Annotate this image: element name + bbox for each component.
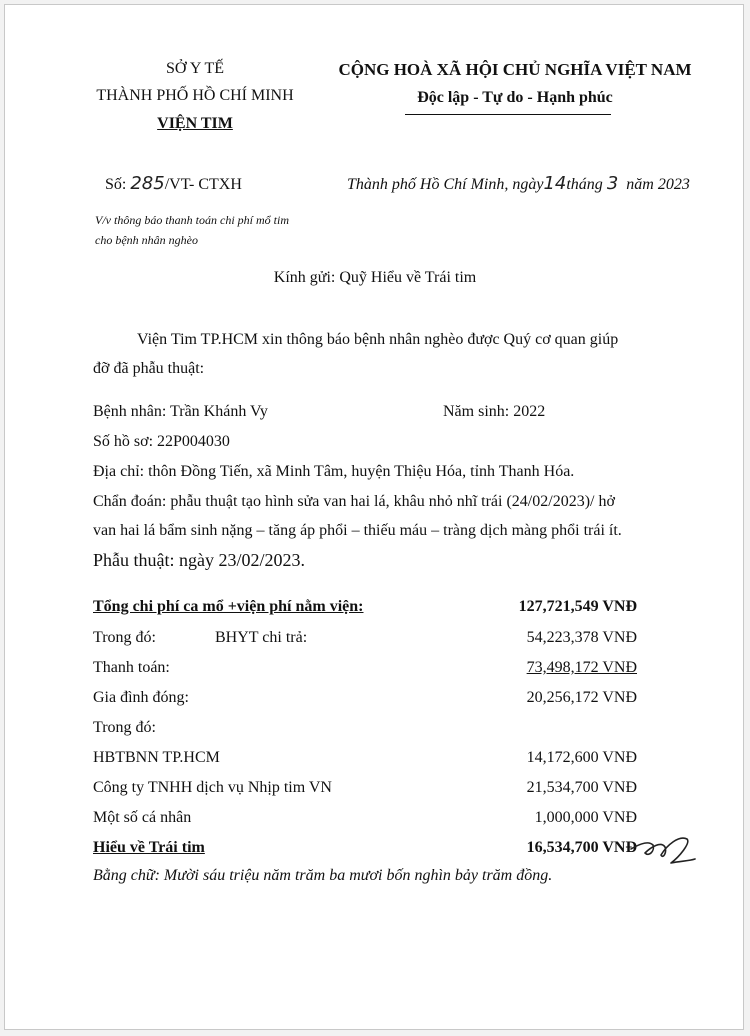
patient-record: Số hồ sơ: 22P004030: [93, 433, 230, 450]
bhyt-label: BHYT chi trả:: [215, 629, 308, 646]
header-right-motto: Độc lập - Tự do - Hạnh phúc: [417, 89, 613, 106]
individuals-value: 1,000,000 VNĐ: [534, 809, 637, 826]
date-day: 14: [543, 173, 567, 194]
payment-value: 73,498,172 VNĐ: [526, 659, 637, 676]
hbtbnn-label: HBTBNN TP.HCM: [93, 749, 220, 766]
intro-line2: đỡ đã phẫu thuật:: [93, 360, 205, 377]
doc-number-suffix: /VT- CTXH: [164, 176, 242, 193]
signature-mark-icon: [627, 827, 699, 871]
company-value: 21,534,700 VNĐ: [526, 779, 637, 796]
patient-surgery-date: Phẫu thuật: ngày 23/02/2023.: [93, 550, 305, 570]
company-label: Công ty TNHH dịch vụ Nhịp tim VN: [93, 779, 332, 796]
fund-label: Hiểu về Trái tim: [93, 839, 205, 856]
individuals-label: Một số cá nhân: [93, 809, 192, 826]
bhyt-value: 54,223,378 VNĐ: [526, 629, 637, 646]
date-month-label: tháng: [566, 176, 603, 193]
motto-underline: [405, 114, 611, 115]
doc-number-prefix: Số:: [105, 176, 127, 193]
intro-line1: Viện Tim TP.HCM xin thông báo bệnh nhân nghèo được Quý cơ quan giúp: [137, 331, 619, 348]
family-label: Gia đình đóng:: [93, 689, 189, 706]
patient-diagnosis-line2: van hai lá bẩm sinh nặng – tăng áp phổi – thiếu máu – tràng dịch màng phổi trái ít.: [93, 522, 622, 539]
date-city: Thành phố Hồ Chí Minh, ngày: [347, 176, 544, 193]
total-cost-value: 127,721,549 VNĐ: [518, 598, 637, 615]
header-left-line1: SỞ Y TẾ: [165, 60, 225, 77]
family-value: 20,256,172 VNĐ: [526, 689, 637, 706]
date-line: [347, 173, 690, 194]
date-year: năm 2023: [626, 176, 690, 193]
amount-in-words: Bằng chữ: Mười sáu triệu năm trăm ba mươi bốn nghìn bảy trăm đồng.: [93, 867, 553, 884]
date-month: 3: [606, 173, 619, 194]
doc-number-handwritten: 285: [130, 173, 165, 194]
patient-name: Bệnh nhân: Trần Khánh Vy: [93, 403, 268, 420]
subject-line2: cho bệnh nhân nghèo: [95, 233, 198, 247]
document-page: [4, 4, 744, 1030]
doc-number: [105, 173, 242, 194]
patient-address: Địa chỉ: thôn Đồng Tiến, xã Minh Tâm, huyện Thiệu Hóa, tỉnh Thanh Hóa.: [93, 463, 575, 480]
patient-diagnosis-line1: Chẩn đoán: phẫu thuật tạo hình sửa van hai lá, khâu nhỏ nhĩ trái (24/02/2023)/ hở: [93, 493, 615, 510]
within2-label: Trong đó:: [93, 719, 156, 736]
within-label: Trong đó:: [93, 629, 156, 646]
hbtbnn-value: 14,172,600 VNĐ: [526, 749, 637, 766]
header-right-title: CỘNG HOÀ XÃ HỘI CHỦ NGHĨA VIỆT NAM: [338, 60, 692, 79]
fund-value: 16,534,700 VNĐ: [526, 839, 637, 856]
subject-line1: V/v thông báo thanh toán chi phí mổ tim: [95, 213, 289, 227]
header-left-institute: VIỆN TIM: [157, 115, 233, 132]
header-left-line2: THÀNH PHỐ HỒ CHÍ MINH: [96, 87, 294, 104]
recipient: Kính gửi: Quỹ Hiểu về Trái tim: [273, 269, 477, 286]
total-cost-label: Tổng chi phí ca mổ +viện phí nằm viện:: [93, 598, 364, 615]
patient-birth-year: Năm sinh: 2022: [443, 403, 546, 420]
payment-label: Thanh toán:: [93, 659, 170, 676]
